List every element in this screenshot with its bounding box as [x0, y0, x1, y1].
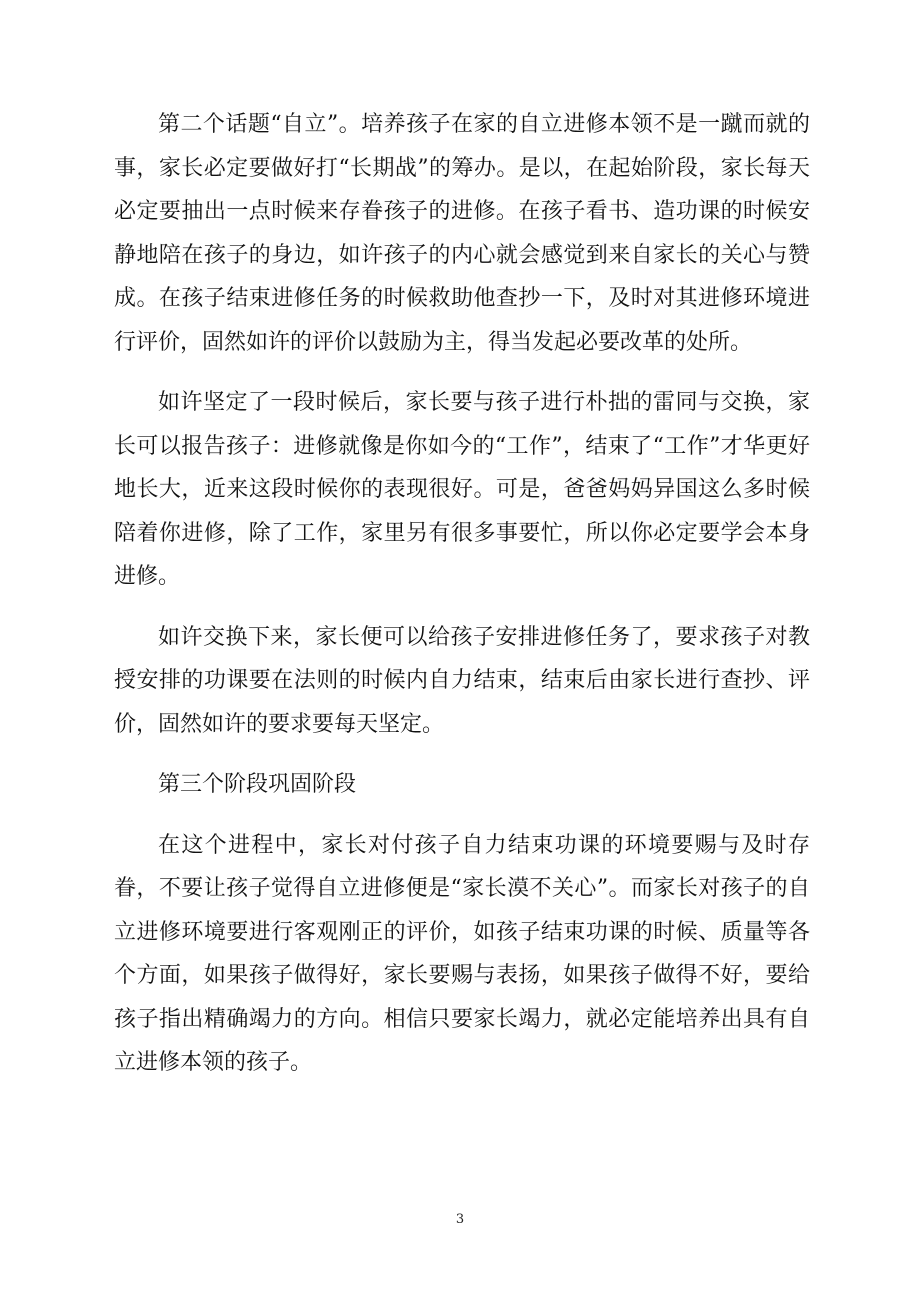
section-heading-stage-three: 第三个阶段巩固阶段: [158, 772, 357, 797]
paragraph-assign-tasks: 如许交换下来，家长便可以给孩子安排进修任务了，要求孩子对教授安排的功课要在法则的时候内自力结束，结束后由家长进行查抄、评价，固然如许的要求要每天坚定。: [114, 624, 810, 737]
paragraph-topic-two: 第二个话题“自立”。培养孩子在家的自立进修本领不是一蹴而就的事，家长必定要做好打“长期战”的筹办。是以，在起始阶段，家长每天必定要抽出一点时候来存眷孩子的进修。在孩子看书、造功课的时候安静地陪在孩子的身边，如许孩子的内心就会感觉到来自家长的关心与赞成。在孩子结束进修任务的时候救助他查抄一下，及时对其进修环境进行评价，固然如许的评价以鼓励为主，得当发起必要改革的处所。: [114, 112, 810, 355]
document-body: [114, 103, 810, 1102]
page-number: 3: [455, 1212, 465, 1227]
paragraph-consolidation: 在这个进程中，家长对付孩子自力结束功课的环境要赐与及时存眷，不要让孩子觉得自立进修便是“家长漠不关心”。而家长对孩子的自立进修环境要进行客观刚正的评价，如孩子结束功课的时候、质量等各个方面，如果孩子做得好，家长要赐与表扬，如果孩子做得不好，要给孩子指出精确竭力的方向。相信只要家长竭力，就必定能培养出具有自立进修本领的孩子。: [114, 832, 810, 1075]
paragraph-communication: 如许坚定了一段时候后，家长要与孩子进行朴拙的雷同与交换，家长可以报告孩子：进修就像是你如今的“工作”，结束了“工作”才华更好地长大，近来这段时候你的表现很好。可是，爸爸妈妈异国这么多时候陪着你进修，除了工作，家里另有很多事要忙，所以你必定要学会本身进修。: [114, 390, 810, 589]
